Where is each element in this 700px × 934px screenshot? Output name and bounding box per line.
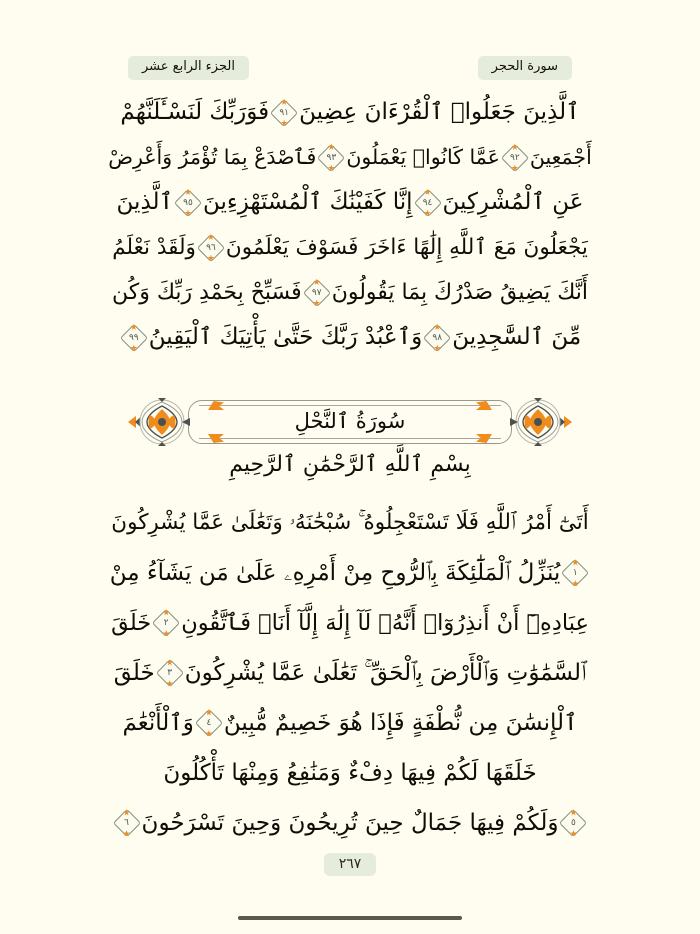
quran-text-segment: عَنِ ٱلْمُشْرِكِينَ xyxy=(442,189,584,215)
quran-text-segment: عَمَّا كَانُوا۟ يَعْمَلُونَ xyxy=(346,145,500,170)
quran-line xyxy=(108,315,592,360)
surah-al-hijr-text xyxy=(108,90,592,360)
quran-text-segment: وَلَقَدْ نَعْلَمُ xyxy=(112,234,196,260)
ayah-marker-icon xyxy=(153,610,179,636)
quran-text-segment: وَٱعْبُدْ رَبَّكَ حَتَّىٰ يَأْتِيَكَ ٱلْيَقِينُ xyxy=(148,324,423,350)
ayah-marker-icon xyxy=(502,145,528,171)
ayah-marker-icon xyxy=(114,810,140,836)
quran-line xyxy=(108,90,592,135)
ayah-marker-icon xyxy=(562,560,588,586)
ayah-number: ١ xyxy=(572,568,578,578)
ayah-number: ٩٣ xyxy=(326,152,337,163)
quran-text-segment: خَلَقَ xyxy=(113,659,155,686)
ayah-number: ٤ xyxy=(206,718,212,728)
ayah-number: ٣ xyxy=(167,668,173,678)
quran-text-segment: أَجْمَعِينَ xyxy=(529,145,592,170)
arabesque-ornament-icon xyxy=(504,397,578,447)
ayah-marker-icon xyxy=(304,280,330,306)
quran-text-segment: ٱلْإِنسَٰنَ مِن نُّطْفَةٍ فَإِذَا هُوَ خَصِيمٌ مُّبِينٌ xyxy=(223,709,578,736)
ayah-marker-icon xyxy=(271,100,297,126)
page-number-value: ٢٦٧ xyxy=(324,853,377,876)
quran-text-segment: وَلَكُمْ فِيهَا جَمَالٌ حِينَ تُرِيحُونَ وَحِينَ تَسْرَحُونَ xyxy=(141,809,559,836)
home-indicator xyxy=(238,916,462,920)
quran-text-segment: عِبَادِهِۦٓ أَنْ أَنذِرُوٓا۟ أَنَّهُۥ لَآ إِلَٰهَ إِلَّآ أَنَا۠ فَٱتَّقُونِ xyxy=(181,609,589,636)
surah-title-text: سُورَةُ ٱلنَّحْلِ xyxy=(294,408,406,433)
ayah-number: ٩٢ xyxy=(510,152,520,163)
surah-an-nahl-text xyxy=(108,498,592,848)
surah-title-banner xyxy=(126,396,574,448)
ayah-marker-icon xyxy=(424,325,450,351)
quran-text-segment: يُنَزِّلُ ٱلْمَلَٰٓئِكَةَ بِٱلرُّوحِ مِنْ أَمْرِهِۦ عَلَىٰ مَن يَشَآءُ مِنْ xyxy=(109,559,561,586)
ayah-marker-icon xyxy=(157,660,183,686)
juz-label: الجزء الرابع عشر xyxy=(128,56,249,80)
quran-text-segment: خَلَقَ xyxy=(111,609,152,636)
ayah-marker-icon xyxy=(121,325,147,351)
quran-text-segment: فَوَرَبِّكَ لَنَسْـَٔلَنَّهُمْ xyxy=(120,99,270,125)
quran-text-segment: ٱلَّذِينَ xyxy=(116,189,173,215)
arabesque-ornament-icon xyxy=(122,397,196,447)
quran-text-segment: فَٱصْدَعْ بِمَا تُؤْمَرُ وَأَعْرِضْ xyxy=(108,145,317,170)
quran-text-segment: ٱلَّذِينَ جَعَلُوا۟ ٱلْقُرْءَانَ عِضِينَ xyxy=(299,99,580,125)
quran-text-segment: فَسَبِّحْ بِحَمْدِ رَبِّكَ وَكُن xyxy=(112,279,302,305)
basmala-text: بِسْمِ ٱللَّهِ ٱلرَّحْمَٰنِ ٱلرَّحِيمِ xyxy=(229,452,471,477)
ayah-number: ٩٦ xyxy=(206,242,216,253)
ayah-marker-icon xyxy=(198,235,224,261)
ayah-number: ٩٥ xyxy=(183,197,193,208)
quran-text-segment: خَلَقَهَا لَكُمْ فِيهَا دِفْءٌ وَمَنَٰفِعُ وَمِنْهَا تَأْكُلُونَ xyxy=(163,759,537,786)
quran-text-segment: ٱلسَّمَٰوَٰتِ وَٱلْأَرْضَ بِٱلْحَقِّ ۚ تَعَٰلَىٰ عَمَّا يُشْرِكُونَ xyxy=(184,659,587,686)
ayah-number: ٥ xyxy=(571,818,576,828)
ayah-marker-icon xyxy=(196,710,222,736)
quran-text-segment: أَنَّكَ يَضِيقُ صَدْرُكَ بِمَا يَقُولُونَ xyxy=(331,279,588,305)
quran-line xyxy=(108,798,592,848)
quran-text-segment: أَتَىٰٓ أَمْرُ ٱللَّهِ فَلَا تَسْتَعْجِلُوهُ ۚ سُبْحَٰنَهُۥ وَتَعَٰلَىٰ عَمَّا يُشْرِكُونَ xyxy=(111,510,589,536)
ayah-marker-icon xyxy=(415,190,441,216)
quran-line xyxy=(108,598,592,648)
ayah-number: ٩٩ xyxy=(128,332,139,343)
quran-line xyxy=(108,135,592,180)
quran-text-segment: وَٱلْأَنْعَٰمَ xyxy=(122,709,194,736)
quran-line xyxy=(108,748,592,798)
ayah-number: ٦ xyxy=(124,818,129,828)
ayah-marker-icon xyxy=(560,810,586,836)
quran-line xyxy=(108,548,592,598)
quran-text-segment: مِّنَ ٱلسَّٰجِدِينَ xyxy=(452,324,582,350)
quran-text-segment: إِنَّا كَفَيْنَٰكَ ٱلْمُسْتَهْزِءِينَ xyxy=(203,189,413,215)
quran-line xyxy=(108,270,592,315)
ayah-number: ٢ xyxy=(163,618,169,628)
quran-text-segment: يَجْعَلُونَ مَعَ ٱللَّهِ إِلَٰهًا ءَاخَرَ فَسَوْفَ يَعْلَمُونَ xyxy=(225,234,588,260)
quran-line xyxy=(108,698,592,748)
surah-name-label: سورة الحجر xyxy=(478,56,572,80)
quran-line xyxy=(108,180,592,225)
page-number xyxy=(0,853,700,876)
ayah-number: ٩٨ xyxy=(432,332,443,343)
ayah-number: ٩٤ xyxy=(422,197,433,208)
page-header xyxy=(0,54,700,82)
quran-line xyxy=(108,225,592,270)
quran-line xyxy=(108,648,592,698)
ayah-marker-icon xyxy=(175,190,201,216)
ayah-number: ٩١ xyxy=(279,107,289,118)
ayah-number: ٩٧ xyxy=(311,287,322,298)
quran-line xyxy=(108,498,592,548)
ayah-marker-icon xyxy=(318,145,344,171)
